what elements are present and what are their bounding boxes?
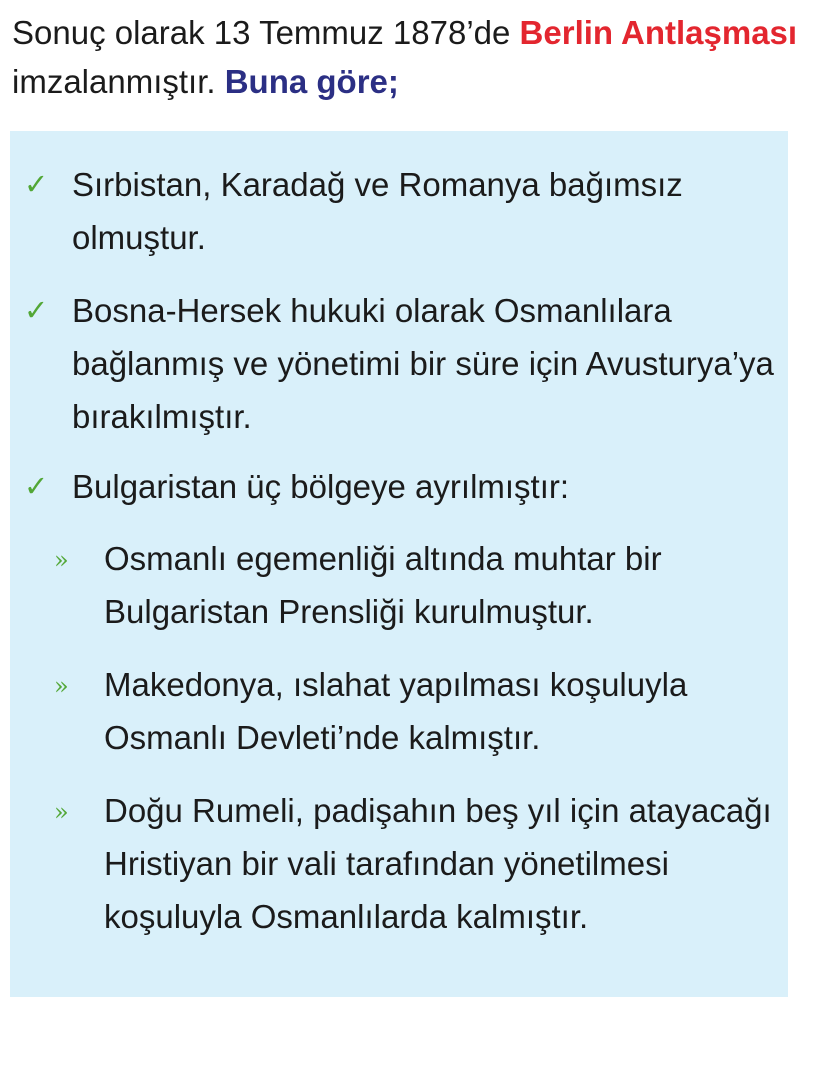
sub-list-item-text: Doğu Rumeli, padişahın beş yıl için atayacağı Hristiyan bir vali tarafından yönetilmesi koşuluyla Osmanlılarda kalmıştır. bbox=[104, 792, 772, 935]
intro-text-2: imzalanmıştır. bbox=[12, 63, 225, 100]
sub-list-item-text: Makedonya, ıslahat yapılması koşuluyla Osmanlı Devleti’nde kalmıştır. bbox=[104, 666, 688, 756]
accordingly-label: Buna göre; bbox=[224, 63, 399, 100]
list-item-text: Bosna-Hersek hukuki olarak Osmanlılara bağlanmış ve yönetimi bir süre için Avusturya’ya bırakılmıştır. bbox=[72, 292, 774, 435]
intro-paragraph bbox=[12, 8, 802, 106]
double-chevron-icon: » bbox=[54, 672, 69, 700]
checkmark-icon: ✓ bbox=[24, 469, 49, 503]
double-chevron-icon: » bbox=[54, 546, 69, 574]
checkmark-icon: ✓ bbox=[24, 167, 49, 201]
treaty-name: Berlin Antlaşması bbox=[519, 14, 798, 51]
list-item-text: Bulgaristan üç bölgeye ayrılmıştır: bbox=[72, 468, 570, 505]
checkmark-icon: ✓ bbox=[24, 293, 49, 327]
list-item-text: Sırbistan, Karadağ ve Romanya bağımsız olmuştur. bbox=[72, 166, 683, 256]
double-chevron-icon: » bbox=[54, 798, 69, 826]
intro-text-1: Sonuç olarak 13 Temmuz 1878’de bbox=[12, 14, 520, 51]
summary-box bbox=[10, 131, 788, 997]
sub-list-item-text: Osmanlı egemenliği altında muhtar bir Bulgaristan Prensliği kurulmuştur. bbox=[104, 540, 662, 630]
